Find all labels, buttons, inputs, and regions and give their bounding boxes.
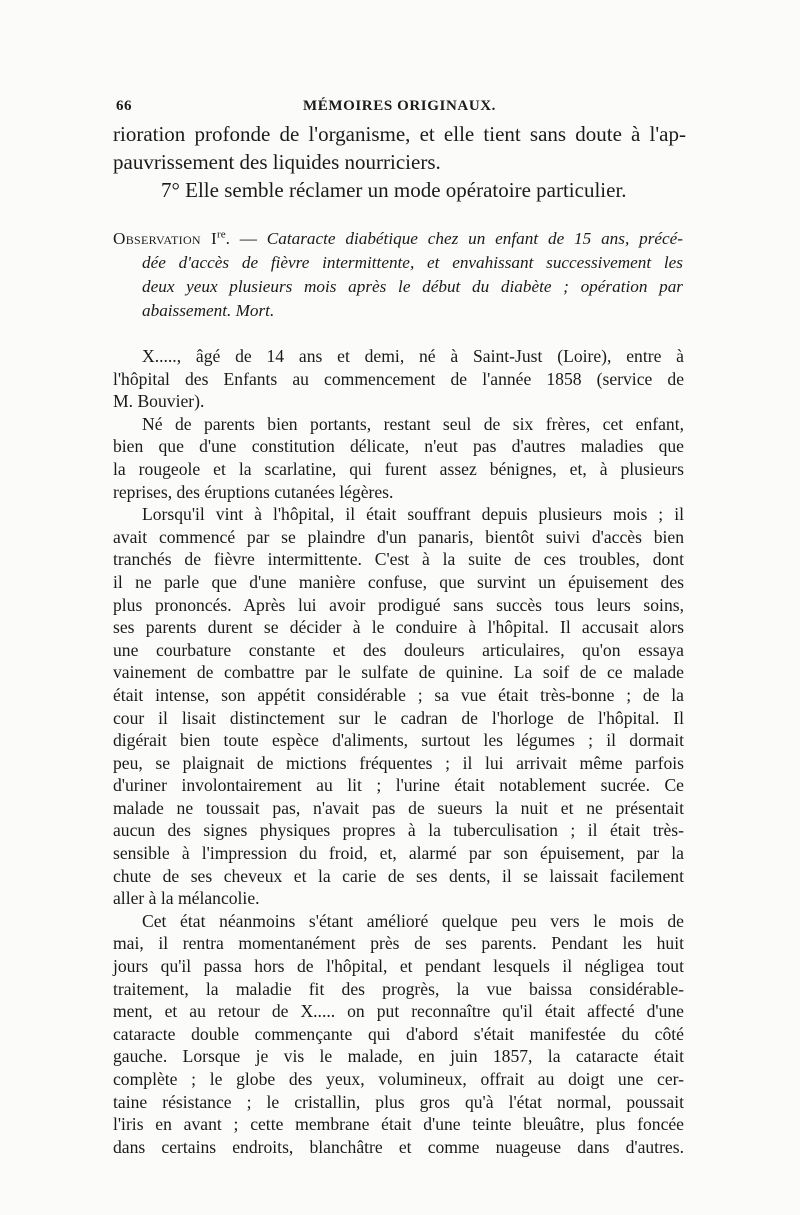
- intro-line-3: 7° Elle semble réclamer un mode opératoire particulier.: [161, 178, 627, 202]
- body-line: gauche. Lorsque je vis le malade, en juin 1857, la cataracte était: [113, 1046, 684, 1067]
- body-line: mai, il rentra momentanément près de ses parents. Pendant les huit: [113, 933, 684, 954]
- body-line: Lorsqu'il vint à l'hôpital, il était souffrant depuis plusieurs mois ; il: [142, 504, 684, 525]
- body-line: reprises, des éruptions cutanées légères.: [113, 481, 394, 502]
- body-line: cour il lisait distinctement sur le cadran de l'horloge de l'hôpital. Il: [113, 707, 684, 728]
- body-line: aller à la mélancolie.: [113, 888, 260, 909]
- page-number: 66: [116, 98, 132, 114]
- body-line: avait commencé par se plaindre d'un panaris, bientôt suivi d'accès bien: [113, 526, 684, 547]
- body-line: chute de ses cheveux et la carie de ses dents, il se laissait facilement: [113, 865, 684, 886]
- running-title: MÉMOIRES ORIGINAUX.: [302, 98, 497, 114]
- document-page: [113, 88, 686, 1158]
- intro-paragraphs: [113, 120, 686, 204]
- body-line: cataracte double commençante qui d'abord s'était manifestée du côté: [113, 1023, 684, 1044]
- intro-line-2: pauvrissement des liquides nourriciers.: [113, 150, 441, 174]
- intro-line-1: rioration profonde de l'organisme, et elle tient sans doute à l'ap-: [113, 122, 686, 146]
- observation-title-line-2: dée d'accès de fièvre intermittente, et envahissant successivement les: [142, 253, 683, 272]
- observation-dash: . —: [225, 229, 267, 248]
- body-line: dans certains endroits, blanchâtre et comme nuageuse dans d'autres.: [113, 1136, 684, 1157]
- body-line: une courbature constante et des douleurs articulaires, qu'on essaya: [113, 639, 684, 660]
- body-line: la rougeole et la scarlatine, qui furent assez bénignes, et, à plusieurs: [113, 458, 684, 479]
- body-line: l'iris en avant ; cette membrane était d'une teinte bleuâtre, plus foncée: [113, 1114, 684, 1135]
- body-line: X....., âgé de 14 ans et demi, né à Saint-Just (Loire), entre à: [142, 346, 684, 366]
- body-line: M. Bouvier).: [113, 391, 205, 412]
- body-line: digérait bien toute espèce d'aliments, surtout les légumes ; il dormait: [113, 730, 684, 751]
- body-line: était intense, son appétit considérable ; sa vue était très-bonne ; de la: [113, 684, 684, 705]
- observation-label: Observation I: [113, 229, 218, 248]
- body-line: complète ; le globe des yeux, volumineux, offrait au doigt une cer-: [113, 1069, 684, 1089]
- body-line: bien que d'une constitution délicate, n'eut pas d'autres maladies que: [113, 436, 684, 457]
- body-line: plus prononcés. Après lui avoir prodigué sans succès tous leurs soins,: [113, 594, 684, 615]
- observation-title-line-1: Cataracte diabétique chez un enfant de 15 ans, précé-: [266, 229, 683, 248]
- body-line: peu, se plaignait de mictions fréquentes ; il lui arrivait même parfois: [113, 752, 684, 773]
- body-line: Cet état néanmoins s'étant amélioré quelque peu vers le mois de: [142, 910, 684, 931]
- body-line: malade ne toussait pas, n'avait pas de sueurs la nuit et ne présentait: [113, 797, 684, 818]
- running-head: [113, 88, 686, 116]
- body-line: il ne parle que d'une manière confuse, que survint un épuisement des: [113, 571, 684, 592]
- body-line: traitement, la maladie fit des progrès, la vue baissa considérable-: [113, 978, 684, 999]
- body-line: sensible à l'impression du froid, et, alarmé par son épuisement, par la: [113, 843, 684, 864]
- body-line: taine résistance ; le cristallin, plus gros qu'à l'état normal, poussait: [113, 1091, 684, 1112]
- body-line: tranchés de fièvre intermittente. C'est à la suite de ces troubles, dont: [113, 549, 684, 570]
- observation-title-line-4: abaissement. Mort.: [142, 301, 275, 320]
- body-line: d'uriner involontairement au lit ; l'urine était notablement sucrée. Ce: [113, 775, 684, 796]
- body-line: l'hôpital des Enfants au commencement de l'année 1858 (service de: [113, 368, 684, 389]
- observation-line-1: [113, 227, 683, 251]
- body-line: vainement de combattre par le sulfate de quinine. La soif de ce malade: [113, 662, 684, 683]
- observation-title-line-3: deux yeux plusieurs mois après le début du diabète ; opération par: [142, 277, 683, 296]
- body-line: jours qu'il passa hors de l'hôpital, et pendant lesquels il négligea tout: [113, 956, 684, 977]
- body-line: ses parents durent se décider à le conduire à l'hôpital. Il accusait alors: [113, 617, 684, 638]
- body-line: Né de parents bien portants, restant seul de six frères, cet enfant,: [142, 413, 684, 434]
- observation-label-sup: re: [217, 228, 226, 241]
- case-report-body: [113, 345, 686, 1158]
- observation-heading: [113, 227, 686, 323]
- body-line: aucun des signes physiques propres à la tuberculisation ; il était très-: [113, 820, 684, 841]
- body-line: ment, et au retour de X..... on put reconnaître qu'il était affecté d'une: [113, 1001, 684, 1022]
